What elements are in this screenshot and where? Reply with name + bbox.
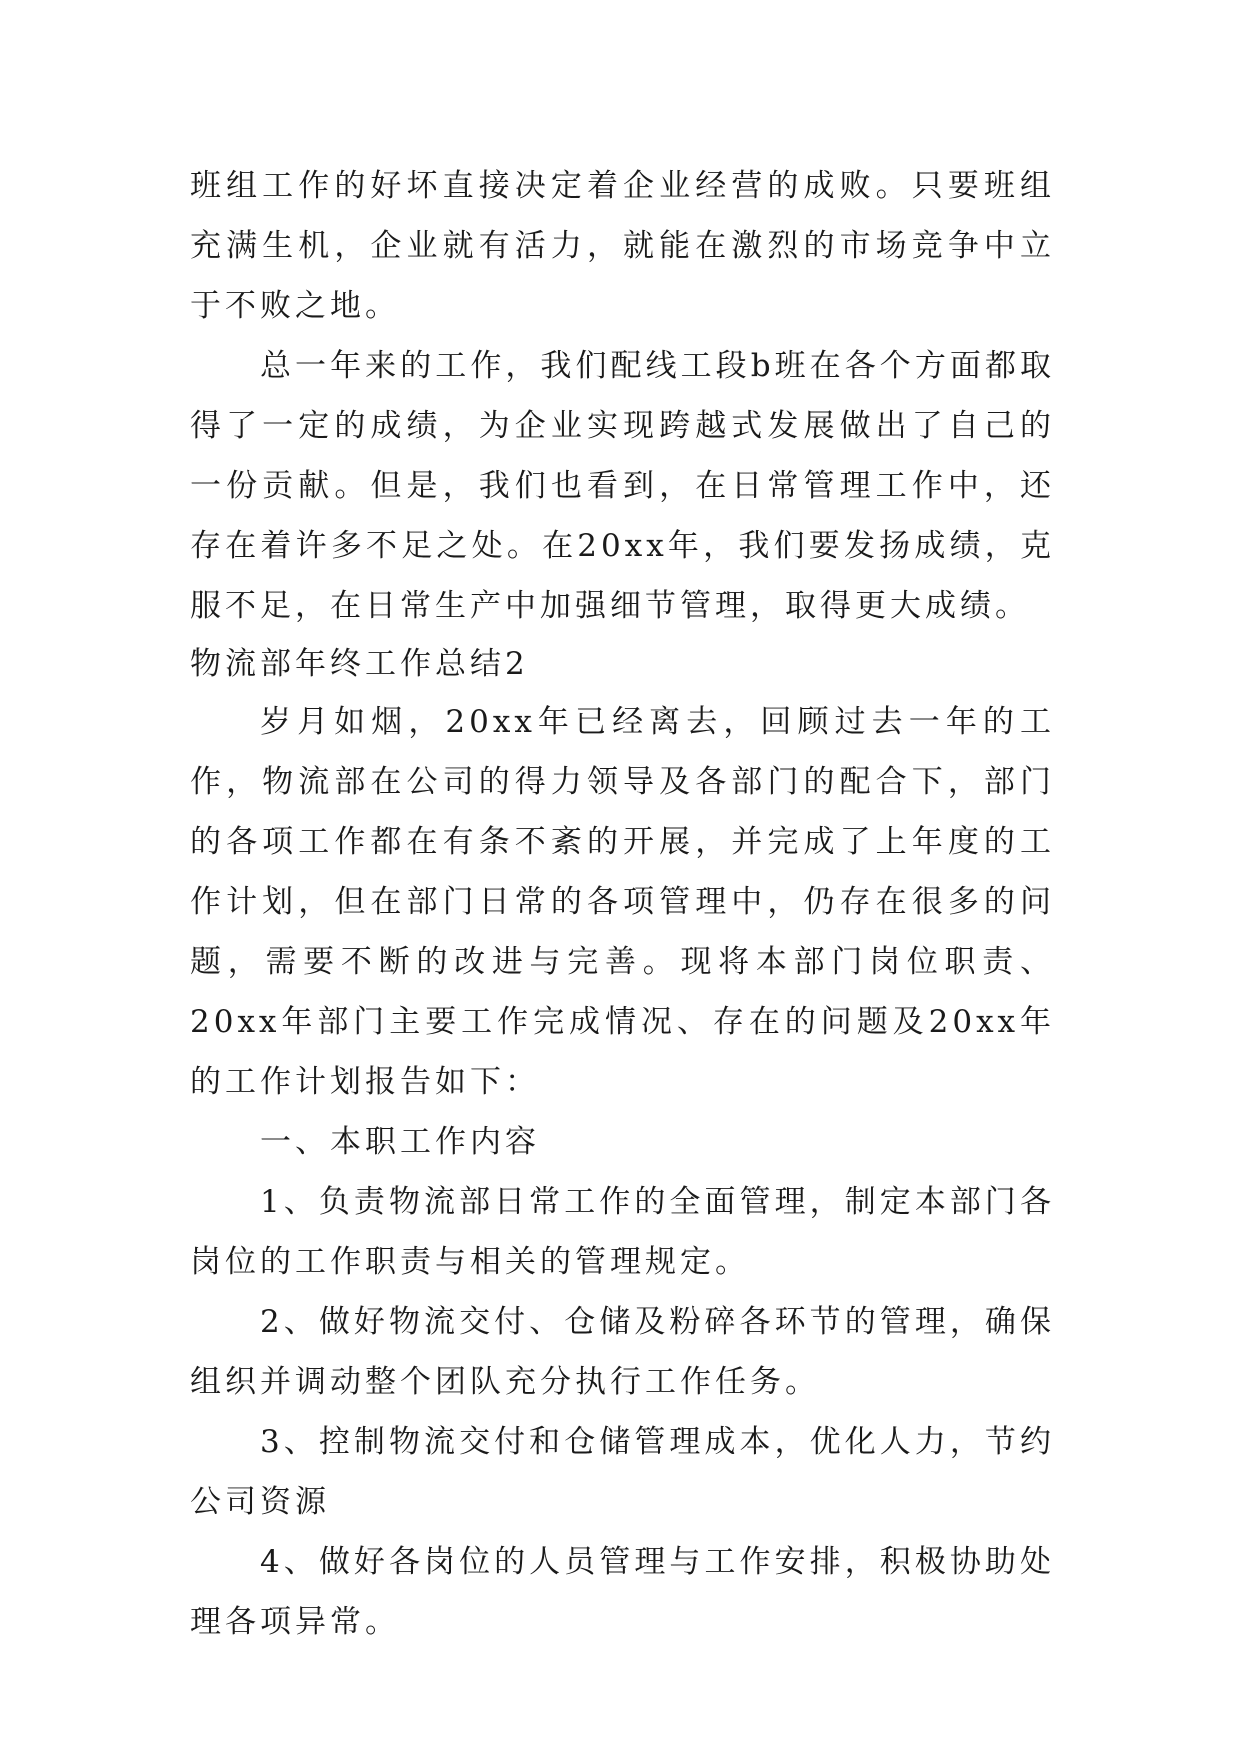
duty-item-1: 1、负责物流部日常工作的全面管理，制定本部门各岗位的工作职责与相关的管理规定。 [190,1184,1055,1280]
section-title: 物流部年终工作总结2 [190,646,529,682]
duty-item-2: 2、做好物流交付、仓储及粉碎各环节的管理，确保组织并调动整个团队充分执行工作任务。 [190,1304,1055,1400]
duty-item-4: 4、做好各岗位的人员管理与工作安排，积极协助处理各项异常。 [190,1544,1055,1640]
paragraph-logistics-intro: 岁月如烟，20xx年已经离去，回顾过去一年的工作，物流部在公司的得力领导及各部门的配合下，部门的各项工作都在有条不紊的开展，并完成了上年度的工作计划，但在部门日常的各项管理中，仍存在很多的问题，需要不断的改进与完善。现将本部门岗位职责、20xx年部门主要工作完成情况、存在的问题及20xx年的工作计划报告如下： [190,704,1055,1100]
paragraph-team-work: 班组工作的好坏直接决定着企业经营的成败。只要班组充满生机，企业就有活力，就能在激烈的市场竞争中立于不败之地。 [190,168,1055,324]
paragraph-year-summary: 总一年来的工作，我们配线工段b班在各个方面都取得了一定的成绩，为企业实现跨越式发展做出了自己的一份贡献。但是，我们也看到，在日常管理工作中，还存在着许多不足之处。在20xx年，我们要发扬成绩，克服不足，在日常生产中加强细节管理，取得更大成绩。 [190,348,1055,624]
duty-item-3: 3、控制物流交付和仓储管理成本，优化人力，节约公司资源 [190,1424,1055,1520]
subheading-duties: 一、本职工作内容 [260,1124,540,1160]
document-body [190,156,1055,1652]
